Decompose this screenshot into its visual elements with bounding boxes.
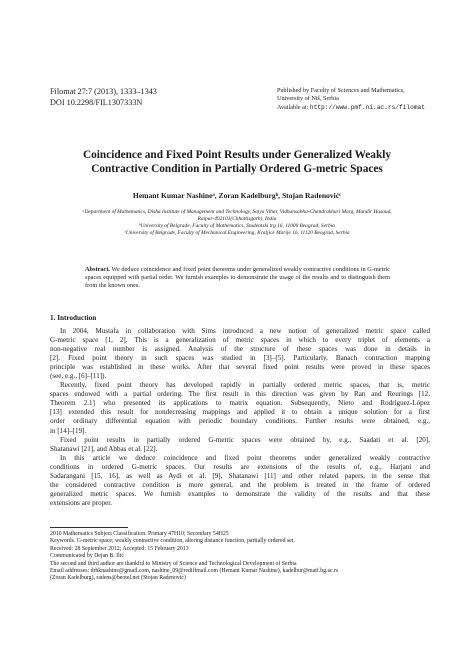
- affiliation-c: ᶜUniversity of Belgrade, Faculty of Mechanical Engineering, Kraljice Marije 16, 11120 Beograd, Serbia: [124, 230, 350, 236]
- body-line: conditions in ordered G-metric spaces. Our results are extensions of the results of, e.g., Harjani and: [50, 462, 430, 471]
- title-line-2: Contractive Condition in Partially Ordered G-metric Spaces: [91, 163, 383, 175]
- communicated-by: Communicated by Dejan B. Ilić: [50, 553, 124, 560]
- body-line: In this article we deduce coincidence and fixed point theorems under generalized weakly contractive: [60, 453, 430, 462]
- publisher-line-2: University of Niš, Serbia: [277, 95, 339, 103]
- body-line: G-metric space [1, 2]. This is a generalization of metric spaces in which to every triplet of elements a: [50, 336, 430, 345]
- available-label: Available at:: [277, 103, 310, 111]
- section-heading: 1. Introduction: [50, 314, 97, 322]
- body-line: principle was established in these works. After that several fixed point results were proved in these spaces: [50, 363, 430, 372]
- footnote-divider: [50, 527, 128, 528]
- doi: DOI 10.2298/FIL1307333N: [50, 97, 143, 107]
- affiliation-a-cont: Raipur-492101(Chhattisgarh), India: [197, 216, 277, 222]
- affiliation-b: ᵇUniversity of Belgrade, Faculty of Mathematics, Studentski trg 16, 11000 Beograd, Serbia: [139, 223, 335, 229]
- body-line: Recently, fixed point theory has developed rapidly in partially ordered metric spaces, that is, metric: [60, 381, 430, 390]
- journal-info: [50, 87, 157, 108]
- publisher-info: [277, 87, 425, 112]
- body-line: Shatanawi [21], and Abbas et al. [22].: [50, 444, 158, 453]
- msc-classification: 2010 Mathematics Subject Classification. Primary 47H10; Secondary 54H25: [50, 531, 229, 537]
- body-line: [13] extended this result for nondecreasing mappings and applied it to obtain a unique solution for a first: [50, 408, 430, 417]
- body-line: generalized metric spaces. We furnish examples to demonstrate the validity of the results and that these: [50, 489, 430, 498]
- body-line: Fixed point results in partially ordered G-metric spaces were obtained by, e.g., Saadati et al. [20],: [60, 435, 430, 444]
- keywords: Keywords. G-metric space; weakly contractive condition, altering distance function, partially ordered set.: [50, 538, 295, 545]
- footnotes: [50, 531, 430, 583]
- abstract-text: We deduce coincidence and fixed point theorems under generalized weakly contractive conditions in G-metric spaces equipped with partial order. We furnish examples to demonstrate the usage of the results and to distinguish them from the known ones.: [85, 266, 390, 290]
- body-line: In 2004, Mustafa in collaboration with Sims introduced a new notion of generalized metric space called: [60, 327, 430, 335]
- journal-citation: Filomat 27:7 (2013), 1333–1343: [50, 87, 157, 96]
- acknowledgement: The second and third author are thankful to Ministry of Science and Technological Development of Serbia: [50, 560, 297, 567]
- abstract-label: Abstract.: [85, 266, 111, 273]
- body-line: order ordinary differential equation with periodic boundary conditions. Further results were obtained, e.g.,: [50, 417, 430, 426]
- introduction-body: [50, 327, 430, 508]
- journal-url-link[interactable]: http://www.pmf.ni.ac.rs/filomat: [309, 103, 425, 111]
- body-line: the considered contractive condition is more general, and the problem is treated in the frame of ordered: [50, 480, 430, 489]
- body-line: extensions are proper.: [50, 498, 113, 507]
- body-line: in [14]–[19].: [50, 426, 87, 435]
- publisher-line-1: Published by Faculty of Sciences and Mathematics,: [277, 87, 405, 94]
- paper-title: [40, 148, 434, 176]
- body-line: spaces endowed with a partial ordering. The first result in this direction was given by Ran and Reurings [12,: [50, 390, 430, 399]
- received-dates: Received: 28 September 2012; Accepted: 15 February 2013: [50, 545, 189, 552]
- affiliation-a: ᵃDepartment of Mathematics, Disha Institute of Management and Technology, Satya Vihar, Vidhansabha-Chandrakhuri Marg, Mandir Hasaud,: [82, 209, 392, 215]
- body-line: non-negative real number is assigned. Analysis of the structure of these spaces was done in details in: [50, 345, 430, 354]
- email-addresses-cont: (Zoran Kadelburg), radens@beotel.net (Stojan Radenović): [50, 575, 186, 582]
- body-line: [2]. Fixed point theory in such spaces was studied in [3]–[5]. Particularly, Banach contraction mapping: [50, 354, 430, 363]
- title-line-1: Coincidence and Fixed Point Results under Generalized Weakly: [82, 149, 392, 161]
- body-line: Sadarangani [15, 16], as well as Aydi et al. [9], Shatanawi [11] and other related papers, in the sense that: [50, 471, 430, 480]
- author-list: Hemant Kumar Nashineᵃ, Zoran Kadelburgᵇ, Stojan Radenovićᶜ: [132, 191, 342, 200]
- availability: [277, 104, 425, 112]
- abstract: [85, 266, 390, 291]
- body-line: (see, e.g., [6]–[11]).: [50, 372, 107, 381]
- body-line: Theorem 2.1] who presented its applications to matrix equation. Subsequently, Nieto and Rodríguez-López: [50, 399, 430, 408]
- email-addresses: Email addresses: drhknashine@gmail.com, nashine_09@rediffmail.com (Hemant Kumar Nashine), kadelbur@matf.bg.ac.rs: [50, 568, 339, 575]
